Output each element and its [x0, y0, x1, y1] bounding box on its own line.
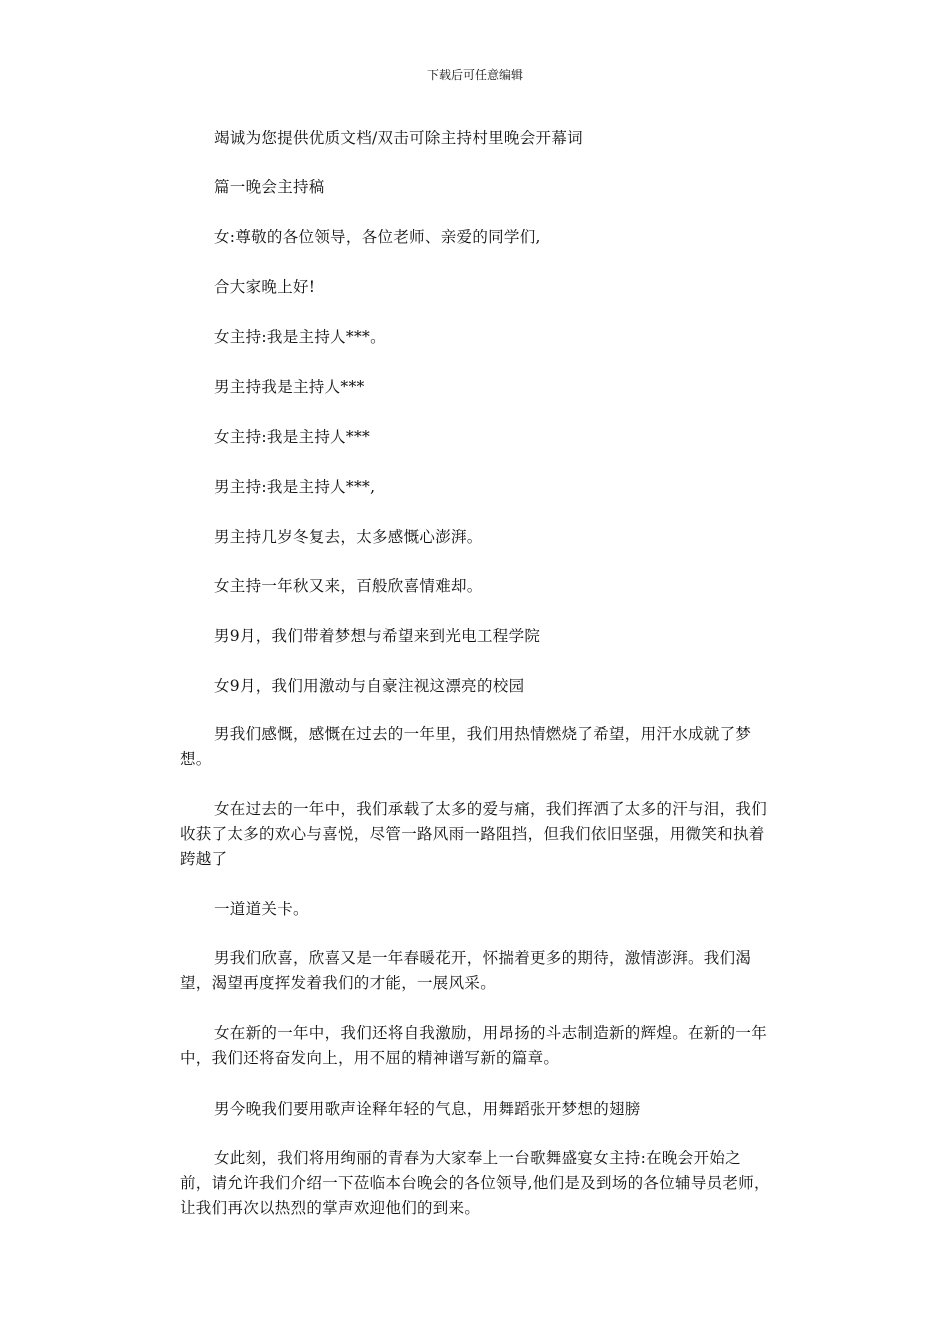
paragraph: 女9月，我们用激动与自豪注视这漂亮的校园: [214, 677, 525, 695]
paragraph: 男主持:我是主持人***,: [214, 478, 376, 496]
paragraph: 女在过去的一年中，我们承载了太多的爱与痛，我们挥洒了太多的汗与泪，我们收获了太多的欢心与喜悦，尽管一路风雨一路阻挡，但我们依旧坚强，用微笑和执着跨越了: [180, 800, 768, 868]
paragraph: 男我们感慨，感慨在过去的一年里，我们用热情燃烧了希望，用汗水成就了梦想。: [180, 725, 752, 768]
paragraph: 一道道关卡。: [214, 900, 309, 918]
paragraph: 男主持我是主持人***: [214, 378, 365, 396]
page-header: 下载后可任意编辑: [426, 68, 523, 82]
paragraph: 女主持一年秋又来，百般欣喜情难却。: [214, 577, 483, 595]
paragraph: 女在新的一年中，我们还将自我激励，用昂扬的斗志制造新的辉煌。在新的一年中，我们还将奋发向上，用不屈的精神谱写新的篇章。: [180, 1024, 768, 1067]
paragraph: 女主持:我是主持人***。: [214, 328, 386, 346]
paragraph: 女:尊敬的各位领导，各位老师、亲爱的同学们,: [214, 228, 541, 246]
paragraph: 男今晚我们要用歌声诠释年轻的气息，用舞蹈张开梦想的翅膀: [214, 1100, 641, 1118]
paragraph-intro: 竭诚为您提供优质文档/双击可除主持村里晚会开幕词: [214, 129, 583, 147]
paragraph: 男主持几岁冬复去，太多感慨心澎湃。: [214, 528, 483, 546]
paragraph: 女此刻，我们将用绚丽的青春为大家奉上一台歌舞盛宴女主持:在晚会开始之前，请允许我们介绍一下莅临本台晚会的各位领导,他们是及到场的各位辅导员老师，让我们再次以热烈的掌声欢迎他们的到来。: [180, 1149, 770, 1217]
paragraph-section-title: 篇一晚会主持稿: [214, 178, 325, 196]
paragraph: 男9月，我们带着梦想与希望来到光电工程学院: [214, 627, 541, 645]
paragraph: 合大家晚上好!: [214, 278, 316, 296]
paragraph: 女主持:我是主持人***: [214, 428, 371, 446]
paragraph: 男我们欣喜，欣喜又是一年春暖花开，怀揣着更多的期待，激情澎湃。我们渴望，渴望再度挥发着我们的才能，一展风采。: [180, 949, 752, 992]
